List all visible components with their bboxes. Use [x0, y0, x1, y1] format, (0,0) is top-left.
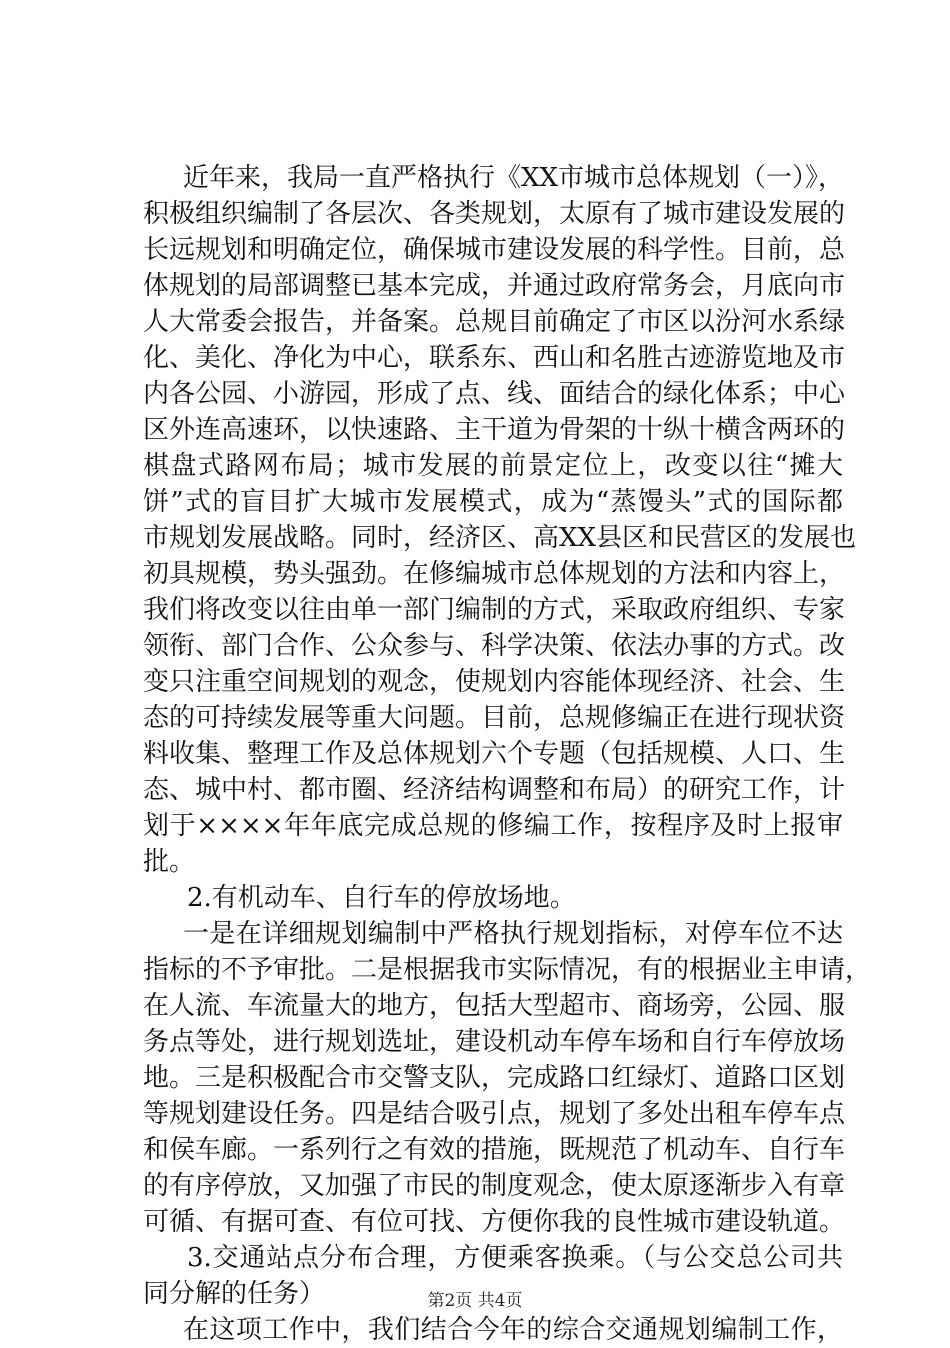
section-heading: 3.交通站点分布合理，方便乘客换乘。（与公交总公司共 [187, 1243, 843, 1273]
text-line: 领衔、部门合作、公众参与、科学决策、依法办事的方式。改 [143, 631, 846, 661]
text-line: 等规划建设任务。四是结合吸引点，规划了多处出租车停车点 [143, 1099, 846, 1129]
text-line: 指标的不予审批。二是根据我市实际情况，有的根据业主申请， [143, 955, 872, 985]
text-line: 态、城中村、都市圈、经济结构调整和布局）的研究工作，计 [143, 775, 846, 805]
text-line: 批。 [143, 847, 196, 877]
text-line: 化、美化、净化为中心，联系东、西山和名胜古迹游览地及市 [143, 343, 846, 373]
text-line: 人大常委会报告，并备案。总规目前确定了市区以汾河水系绿 [143, 307, 846, 337]
text-line: 态的可持续发展等重大问题。目前，总规修编正在进行现状资 [143, 703, 846, 733]
text-line: 务点等处，进行规划选址，建设机动车停车场和自行车停放场 [143, 1027, 846, 1057]
text-line: 的有序停放，又加强了市民的制度观念，使太原逐渐步入有章 [143, 1171, 846, 1201]
text-line: 我们将改变以往由单一部门编制的方式，采取政府组织、专家 [143, 595, 846, 625]
text-line: 市规划发展战略。同时，经济区、高XX县区和民营区的发展也 [143, 523, 857, 553]
text-line: 地。三是积极配合市交警支队，完成路口红绿灯、道路口区划 [143, 1063, 846, 1093]
page-footer: 第2页 共4页 [427, 1291, 523, 1311]
text-line: 在人流、车流量大的地方，包括大型超市、商场旁，公园、服 [143, 991, 846, 1021]
text-line: 近年来，我局一直严格执行《XX市城市总体规划（一）》， [183, 163, 845, 193]
text-line: 可循、有据可查、有位可找、方便你我的良性城市建设轨道。 [143, 1207, 846, 1237]
text-line: 积极组织编制了各层次、各类规划，太原有了城市建设发展的 [143, 199, 846, 229]
text-line: 长远规划和明确定位，确保城市建设发展的科学性。目前，总 [143, 235, 846, 265]
text-line: 初具规模，势头强劲。在修编城市总体规划的方法和内容上， [143, 559, 846, 589]
text-line: 内各公园、小游园，形成了点、线、面结合的绿化体系；中心 [143, 379, 846, 409]
text-line: 划于××××年年底完成总规的修编工作，按程序及时上报审 [143, 811, 843, 841]
text-line: 变只注重空间规划的观念，使规划内容能体现经济、社会、生 [143, 667, 846, 697]
section-heading: 2.有机动车、自行车的停放场地。 [187, 883, 576, 913]
text-line: 和侯车廊。一系列行之有效的措施，既规范了机动车、自行车 [143, 1135, 846, 1165]
text-line: 同分解的任务） [143, 1279, 326, 1309]
text-line: 一是在详细规划编制中严格执行规划指标，对停车位不达 [183, 919, 843, 949]
text-line: 体规划的局部调整已基本完成，并通过政府常务会，月底向市 [143, 271, 846, 301]
text-line: 料收集、整理工作及总体规划六个专题（包括规模、人口、生 [143, 739, 846, 769]
text-line: 区外连高速环，以快速路、主干道为骨架的十纵十横含两环的 [143, 415, 846, 445]
text-line: 棋盘式路网布局；城市发展的前景定位上，改变以往“摊大 [143, 451, 843, 481]
text-line: 饼”式的盲目扩大城市发展模式，成为“蒸馒头”式的国际都 [143, 487, 843, 517]
document-body [143, 160, 872, 1348]
text-line: 在这项工作中，我们结合今年的综合交通规划编制工作， [183, 1315, 843, 1345]
